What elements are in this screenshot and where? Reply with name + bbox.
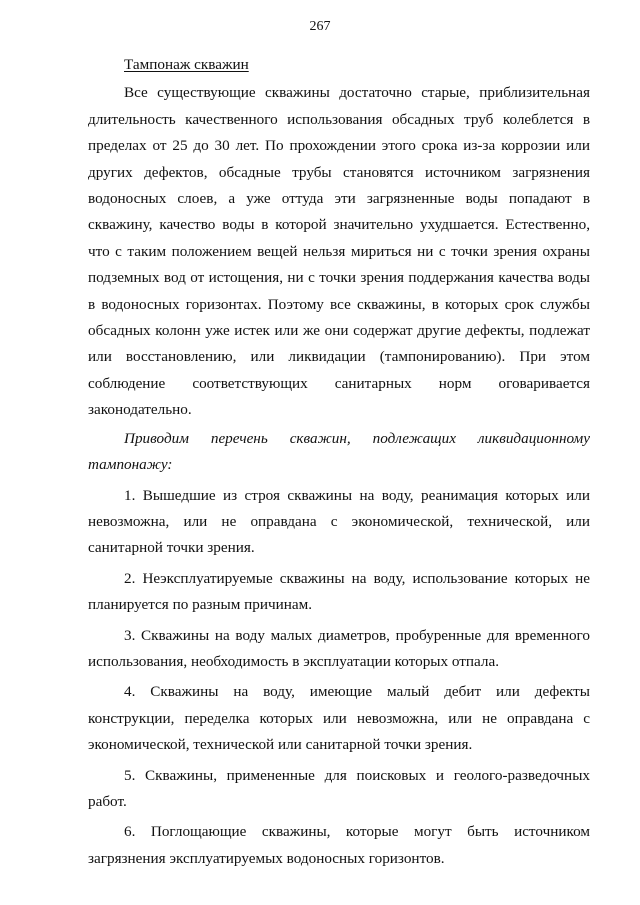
- section-heading: Тампонаж скважин: [124, 56, 249, 73]
- list-intro: Приводим перечень скважин, подлежащих ликвидационному тампонажу:: [88, 429, 590, 474]
- list-item-6: 6. Поглощающие скважины, которые могут быть источником загрязнения эксплуатируемых водоносных горизонтов.: [88, 823, 590, 867]
- list-item-5: 5. Скважины, примененные для поисковых и геолого-разведочных работ.: [88, 766, 590, 810]
- list-item-1: 1. Вышедшие из строя скважины на воду, реанимация которых или невозможна, или не оправдана с экономической, технической, или санитарной точки зрения.: [88, 486, 590, 557]
- list-item-3: 3. Скважины на воду малых диаметров, пробуренные для временного использования, необходимость в эксплуатации которых отпала.: [88, 626, 590, 670]
- list-item-2: 2. Неэксплуатируемые скважины на воду, использование которых не планируется по разным причинам.: [88, 569, 590, 614]
- intro-paragraph: Все существующие скважины достаточно старые, приблизительная длительность качественного использования обсадных труб колеблется в пределах от 25 до 30 лет. По прохождении этого срока из-за коррозии или других дефектов, обсадные трубы становятся источником загрязнения водоносных слоев, а уже оттуда эти загрязненные воды попадают в скважину, качество воды в которой значительно ухудшается. Естественно, что с таким положением вещей нельзя мириться ни с точки зрения охраны подземных вод от истощения, ни с точки зрения поддержания качества воды в водоносных горизонтах. Поэтому все скважины, в которых срок службы обсадных колонн уже истек или же они содержат другие дефекты, подлежат или восстановлению, или ликвидации (тампонированию). При этом соблюдение соответствующих санитарных норм оговаривается законодательно.: [88, 84, 590, 419]
- list-item-4: 4. Скважины на воду, имеющие малый дебит или дефекты конструкции, переделка которых или невозможна, или не оправдана с экономической, технической или санитарной точки зрения.: [88, 683, 590, 754]
- document-body: [88, 52, 590, 872]
- page-number: 267: [309, 19, 331, 34]
